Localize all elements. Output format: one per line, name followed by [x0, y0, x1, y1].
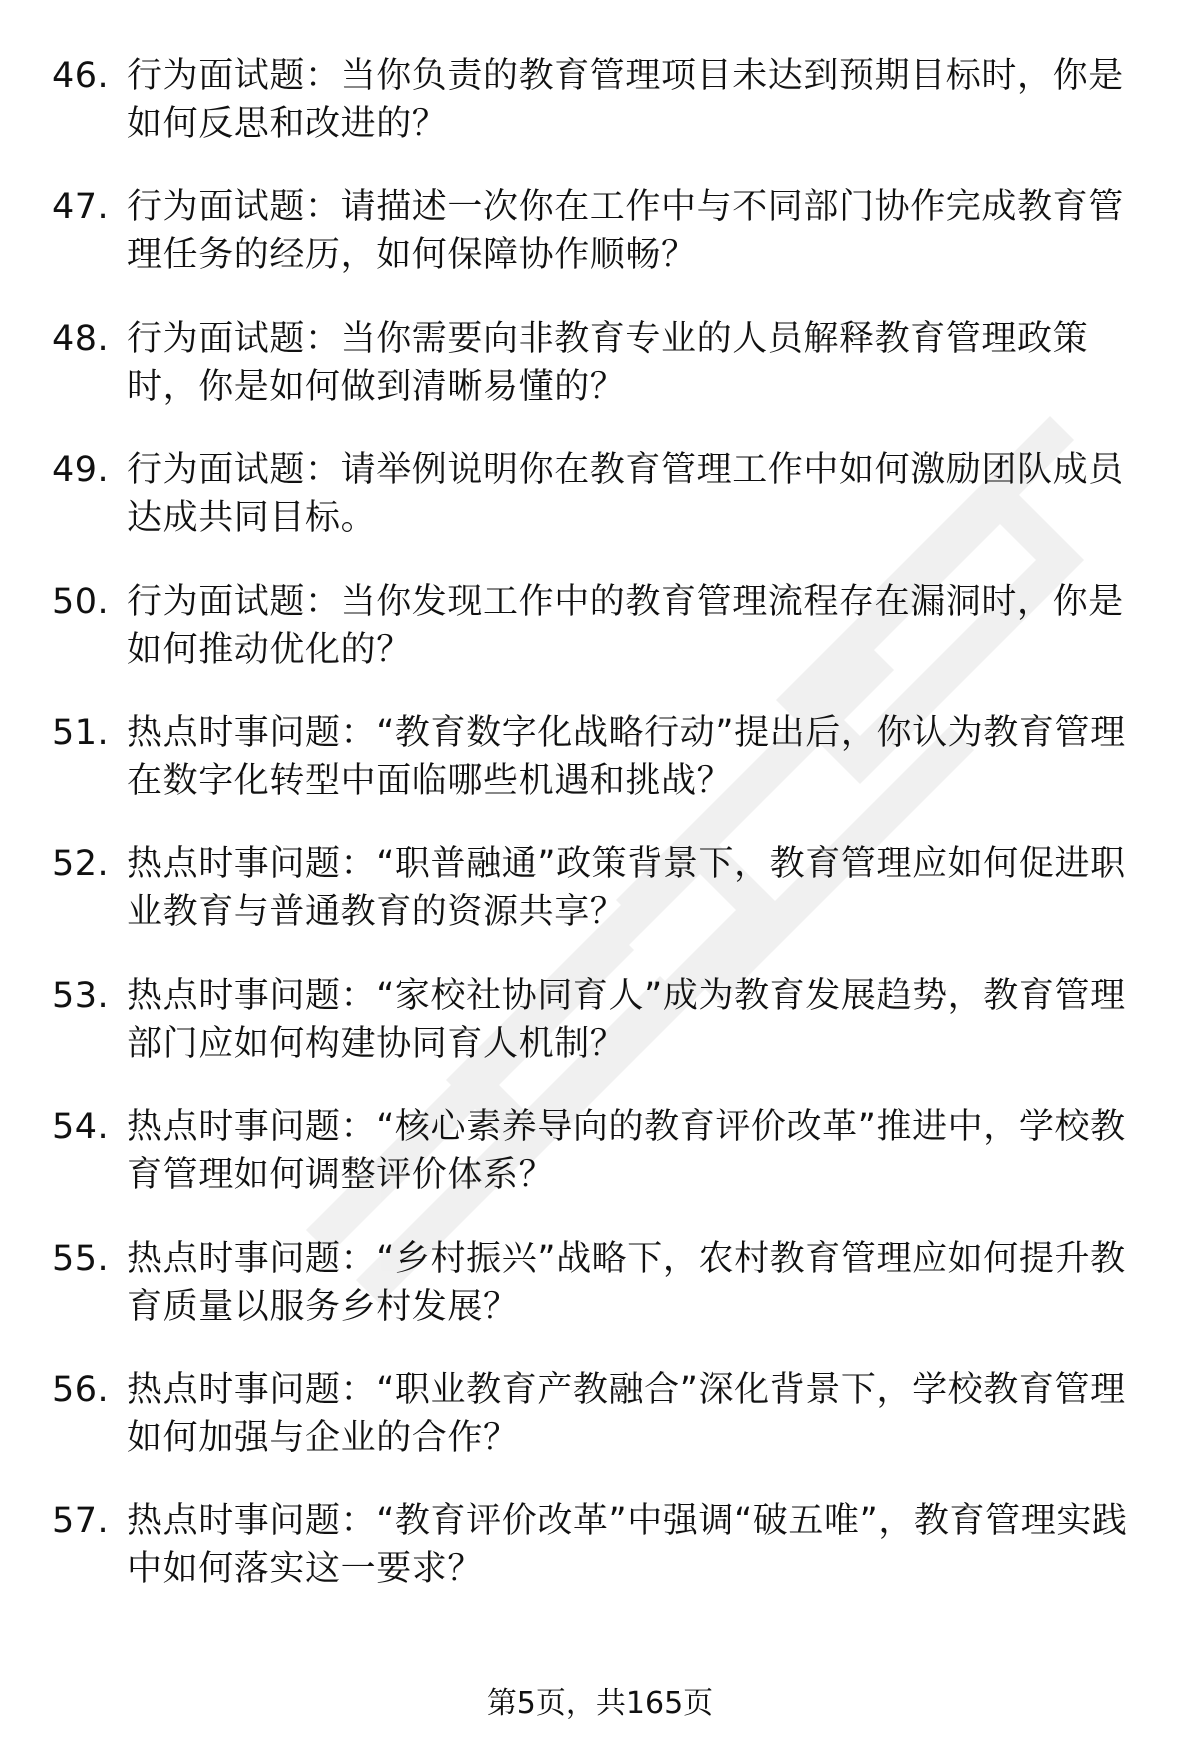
question-item [0, 578, 1200, 709]
question-number: 55. [52, 1238, 110, 1279]
question-item [0, 1103, 1200, 1234]
question-text: 行为面试题：当你需要向非教育专业的人员解释教育管理政策时，你是如何做到清晰易懂的？ [127, 318, 1089, 407]
question-text: 热点时事问题：“职普融通”政策背景下，教育管理应如何促进职业教育与普通教育的资源共享？ [127, 844, 1126, 933]
question-number: 57. [52, 1501, 110, 1542]
question-item [0, 1235, 1200, 1366]
question-item [0, 315, 1200, 446]
question-text: 热点时事问题：“核心素养导向的教育评价改革”推进中，学校教育管理如何调整评价体系？ [127, 1107, 1126, 1196]
question-text: 行为面试题：当你发现工作中的教育管理流程存在漏洞时，你是如何推动优化的？ [127, 581, 1124, 670]
question-number: 46. [52, 56, 110, 96]
question-item [0, 972, 1200, 1103]
question-number: 47. [52, 187, 110, 228]
question-text: 热点时事问题：“教育数字化战略行动”提出后，你认为教育管理在数字化转型中面临哪些机遇和挑战？ [127, 712, 1126, 801]
question-text: 热点时事问题：“职业教育产教融合”深化背景下，学校教育管理如何加强与企业的合作？ [127, 1369, 1126, 1458]
question-number: 51. [52, 712, 110, 753]
page-footer: 第5页，共165页 [486, 1686, 714, 1721]
question-text: 热点时事问题：“家校社协同育人”成为教育发展趋势，教育管理部门应如何构建协同育人机制？ [127, 975, 1126, 1064]
question-text: 热点时事问题：“教育评价改革”中强调“破五唯”，教育管理实践中如何落实这一要求？ [127, 1501, 1128, 1590]
question-list [0, 52, 1200, 1629]
question-item [0, 709, 1200, 840]
question-item [0, 52, 1200, 183]
question-text: 行为面试题：请举例说明你在教育管理工作中如何激励团队成员达成共同目标。 [127, 450, 1124, 539]
question-item [0, 1497, 1200, 1628]
question-number: 54. [52, 1107, 110, 1148]
question-item [0, 446, 1200, 577]
question-text: 行为面试题：请描述一次你在工作中与不同部门协作完成教育管理任务的经历，如何保障协作顺畅？ [127, 187, 1124, 276]
question-number: 56. [52, 1369, 110, 1410]
question-item [0, 1366, 1200, 1497]
question-text: 行为面试题：当你负责的教育管理项目未达到预期目标时，你是如何反思和改进的？ [127, 56, 1124, 144]
question-number: 50. [52, 581, 110, 622]
question-number: 53. [52, 975, 110, 1016]
question-item [0, 183, 1200, 314]
question-text: 热点时事问题：“乡村振兴”战略下，农村教育管理应如何提升教育质量以服务乡村发展？ [127, 1238, 1126, 1327]
question-item [0, 840, 1200, 971]
question-number: 52. [52, 844, 110, 885]
question-number: 48. [52, 318, 110, 359]
question-number: 49. [52, 450, 110, 491]
